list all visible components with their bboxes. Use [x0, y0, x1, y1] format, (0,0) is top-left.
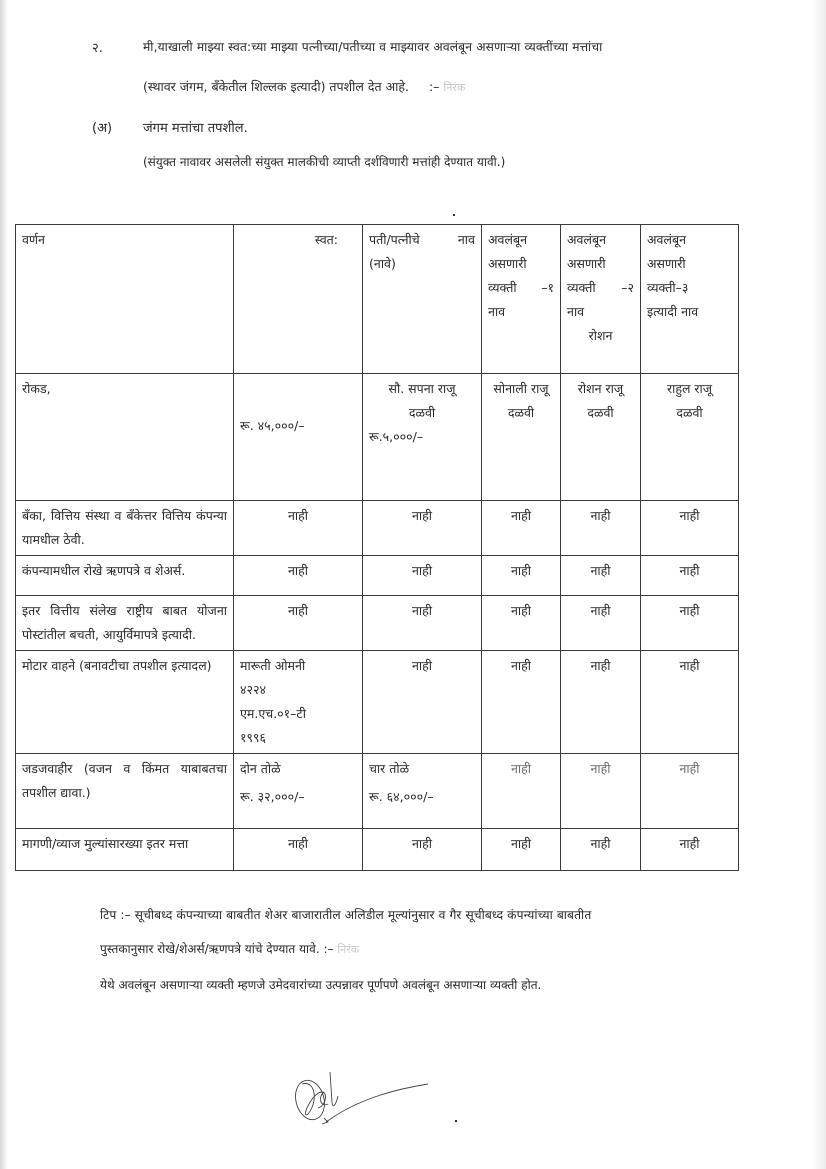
cell-self: रू. ४५,०००/–	[234, 374, 363, 501]
vehicle-model: मारूती ओमनी	[240, 658, 306, 673]
cell-dependent-1: नाही	[482, 829, 561, 871]
cell-dependent-2: नाही	[561, 829, 641, 871]
cell-spouse: नाही	[363, 651, 482, 754]
header-dep2-line: नाव	[567, 304, 585, 319]
header-dep1-line: अवलंबून	[488, 232, 528, 247]
cell-description: कंपन्यामधील रोखे ऋणपत्रे व शेअर्स.	[16, 556, 234, 596]
cell-self: नाही	[234, 556, 363, 596]
table-row-bonds-shares	[16, 556, 739, 596]
cell-dependent-2: नाही	[561, 754, 641, 829]
cell-dependent-3: नाही	[641, 651, 739, 754]
cell-dependent-2: नाही	[561, 596, 641, 651]
cell-description: बँका, वित्तिय संस्था व बँकेत्तर वित्तिय कंपन्या यामधील ठेवी.	[16, 501, 234, 556]
scan-left-edge-shadow	[0, 0, 8, 1169]
header-dep2-line: अवलंबून	[567, 232, 607, 247]
vehicle-year: १९९६	[240, 730, 267, 745]
cell-description: जडजवाहीर (वजन व किंमत याबाबतचा तपशील द्यावा.)	[16, 754, 234, 829]
scan-speck	[455, 1120, 457, 1122]
header-dep1-line: असणारी	[488, 256, 527, 271]
header-dependent-3	[641, 225, 739, 374]
cell-self: नाही	[234, 501, 363, 556]
cell-dependent-3: नाही	[641, 754, 739, 829]
cell-dependent-2: नाही	[561, 651, 641, 754]
cell-spouse: नाही	[363, 556, 482, 596]
cell-dependent-2: नाही	[561, 501, 641, 556]
header-dep3-line: असणारी	[647, 256, 686, 271]
jewellery-weight: दोन तोळे	[240, 761, 281, 776]
jewellery-value: रू. ६४,०००/–	[369, 789, 434, 804]
cell-dependent-1: नाही	[482, 501, 561, 556]
cell-dependent-3: नाही	[641, 556, 739, 596]
section-intro-text: (स्थावर जंगम, बँकेतील शिल्लक इत्यादी) तपशील देत आहे.	[143, 79, 409, 94]
cell-description: इतर वित्तीय संलेख राष्ट्रीय बाबत योजना पोस्टांतील बचती, आयुर्विमापत्रे इत्यादी.	[16, 596, 234, 651]
header-spouse-line2: (नावे)	[369, 256, 396, 271]
section-intro-suffix: :–	[428, 79, 440, 94]
header-dep3-line: व्यक्ती–३	[647, 280, 689, 295]
header-dep1-line: व्यक्ती –१	[488, 280, 554, 295]
header-dep3-line: अवलंबून	[647, 232, 687, 247]
jewellery-weight: चार तोळे	[369, 761, 410, 776]
header-self: स्वत:	[234, 225, 363, 374]
tip-line1: टिप :– सूचीबध्द कंपन्याच्या बाबतीत शेअर बाजारातील अलिडील मूल्यांनुसार व गैर सूचीबध्द कंपन्यांच्या बाबतीत	[100, 908, 592, 922]
table-row-cash	[16, 374, 739, 501]
tip-line2-text: पुस्तकानुसार रोखे/शेअर्स/ऋणपत्रे यांचे देण्यात यावे. :–	[100, 942, 334, 956]
section-intro-line2	[143, 78, 465, 95]
cell-description: मोटार वाहने (बनावटीचा तपशील इत्यादल)	[16, 651, 234, 754]
cell-dependent-2	[561, 374, 641, 501]
dep2-name: रोशन राजू	[577, 381, 624, 396]
table-row-receivables	[16, 829, 739, 871]
table-row-deposits	[16, 501, 739, 556]
cell-spouse	[363, 754, 482, 829]
dep1-surname: दळवी	[507, 405, 535, 420]
section-number: २.	[92, 41, 103, 56]
header-dep3-line: इत्यादी नाव	[647, 304, 699, 319]
scan-right-edge-shadow	[812, 0, 826, 1169]
vehicle-registration: एम.एच.०१–टी	[240, 706, 306, 721]
spouse-name: सौ. सपना राजू	[388, 381, 456, 396]
nil-stamp: निरंक	[337, 943, 360, 956]
cell-self	[234, 754, 363, 829]
cell-dependent-3: नाही	[641, 596, 739, 651]
dep1-name: सोनाली राजू	[493, 381, 549, 396]
handwritten-signature	[288, 1062, 438, 1132]
cell-description: रोकड,	[16, 374, 234, 501]
cell-dependent-2: नाही	[561, 556, 641, 596]
header-dep1-line: नाव	[488, 304, 506, 319]
cell-dependent-1: नाही	[482, 754, 561, 829]
cell-self: नाही	[234, 829, 363, 871]
tip-line2	[100, 940, 359, 957]
cell-self: नाही	[234, 596, 363, 651]
cell-dependent-3	[641, 374, 739, 501]
header-dep2-line: असणारी	[567, 256, 606, 271]
dep2-surname: दळवी	[587, 405, 614, 420]
cell-dependent-1: नाही	[482, 556, 561, 596]
cell-spouse	[363, 374, 482, 501]
section-intro-line1: मी,याखाली माझ्या स्वत:च्या माझ्या पत्नीच्या/पतीच्या व माझ्यावर अवलंबून असणाऱ्या व्यक्तींच्या मत्तांचा	[143, 40, 603, 54]
dep3-name: राहुल राजू	[666, 381, 713, 396]
movable-assets-table	[15, 224, 739, 871]
table-row-jewellery	[16, 754, 739, 829]
cell-spouse: नाही	[363, 596, 482, 651]
nil-stamp: निरंक	[443, 81, 466, 94]
header-dependent-1	[482, 225, 561, 374]
vehicle-number: ४२२४	[240, 682, 267, 697]
cell-dependent-1: नाही	[482, 651, 561, 754]
header-spouse	[363, 225, 482, 374]
table-header-row	[16, 225, 739, 374]
cell-dependent-3: नाही	[641, 829, 739, 871]
header-spouse-line1: पती/पत्नीचे नाव	[369, 232, 475, 247]
cell-self	[234, 651, 363, 754]
header-dep2-line: व्यक्ती –२	[567, 280, 634, 295]
cell-spouse: नाही	[363, 829, 482, 871]
spouse-surname: दळवी	[408, 405, 436, 420]
cell-spouse: नाही	[363, 501, 482, 556]
spouse-cash-amount: रू.५,०००/–	[369, 429, 424, 444]
header-dep2-handwritten-name: रोशन	[588, 328, 613, 343]
cell-dependent-1	[482, 374, 561, 501]
cell-description: मागणी/व्याज मुल्यांसारख्या इतर मत्ता	[16, 829, 234, 871]
dependents-definition: येथे अवलंबून असणाऱ्या व्यक्ती म्हणजे उमेदवारांच्या उत्पन्नावर पूर्णपणे अवलंबून असणाऱ्या व्यक्ती होत.	[100, 978, 542, 992]
subsection-title: जंगम मत्तांचा तपशील.	[143, 121, 248, 136]
subsection-note: (संयुक्त नावावर असलेली संयुक्त मालकीची व्याप्ती दर्शविणारी मत्तांही देण्यात यावी.)	[143, 155, 506, 169]
table-row-other-instruments	[16, 596, 739, 651]
cell-dependent-1: नाही	[482, 596, 561, 651]
dep3-surname: दळवी	[676, 405, 703, 420]
header-dependent-2	[561, 225, 641, 374]
header-description: वर्णन	[16, 225, 234, 374]
subsection-label: (अ)	[92, 121, 113, 136]
scan-speck	[453, 214, 455, 216]
jewellery-value: रू. ३२,०००/–	[240, 789, 305, 804]
cell-dependent-3: नाही	[641, 501, 739, 556]
table-row-motor-vehicles	[16, 651, 739, 754]
